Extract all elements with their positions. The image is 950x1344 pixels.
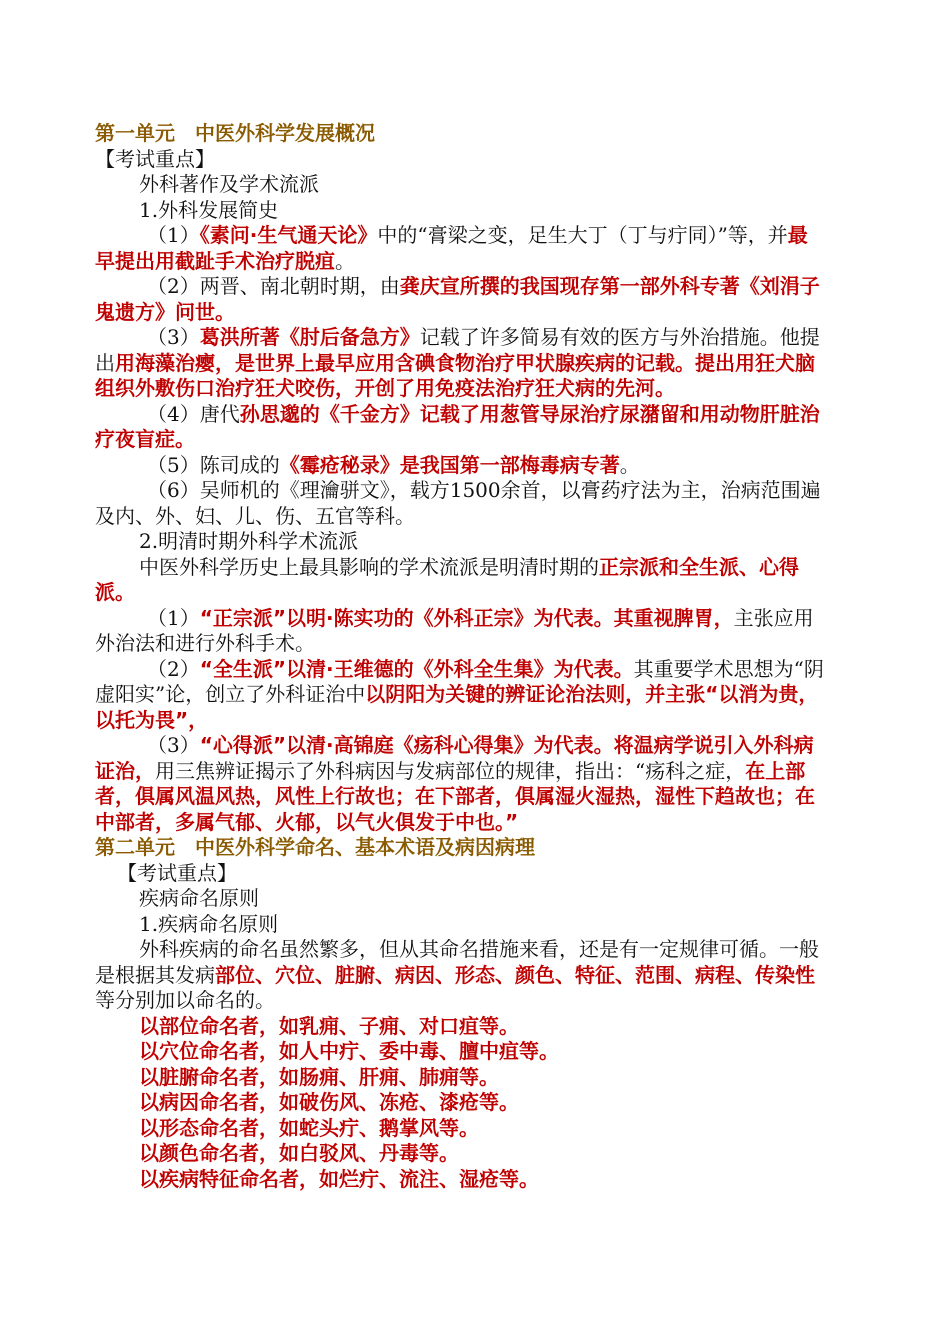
item-text: 中的“膏梁之变，足生大丁（丁与疔同）”等，并: [377, 223, 788, 247]
history-item-3: [95, 325, 825, 402]
history-item-6: （6）吴师机的《理瀹骈文》，载方1500余首，以膏药疗法为主，治病范围遍及内、外、妇、儿、伤、五官等科。: [95, 478, 821, 528]
school-item-1: [95, 606, 825, 657]
item-highlight: 孙思邈的《千金方》记载了用葱管导尿治疗尿潴留和用动物肝脏治疗夜盲症。: [95, 401, 820, 451]
item-text: 记载了许多简易有效的医方与外治措施。他提出: [95, 325, 820, 375]
unit1-topic: 外科著作及学术流派: [139, 172, 319, 196]
unit1-section1-title: 1.外科发展简史: [139, 197, 279, 222]
naming-list-item: 以疾病特征命名者，如烂疔、流注、湿疮等。: [139, 1166, 539, 1191]
item-number: （2）: [147, 656, 200, 681]
item-text: 其重要学术思想为“阴虚阳实”论，创立了外科证治中: [95, 656, 824, 706]
item-highlight: 以阴阳为关键的辨证论治法则，并主张“以消为贵，以托为畏”，: [95, 682, 819, 732]
school-item-2: [95, 657, 825, 734]
item-highlight: 龚庆宣所撰的我国现存第一部外科专著《刘涓子鬼遗方》问世。: [95, 274, 820, 324]
item-number: （1）: [147, 605, 200, 630]
document-page: [95, 121, 825, 1192]
unit1-exam-focus: 【考试重点】: [95, 146, 215, 171]
history-item-5: [95, 453, 825, 479]
item-text: 等分别加以命名的。: [95, 988, 275, 1012]
naming-list-item: 以形态命名者，如蛇头疔、鹅掌风等。: [139, 1115, 479, 1140]
unit2-exam-focus: 【考试重点】: [117, 860, 237, 885]
item-highlight: 用海藻治瘿，是世界上最早应用含碘食物治疗甲状腺疾病的记载。提出用狂犬脑组织外敷伤口治疗狂犬咬伤，开创了用免疫法治疗狂犬病的先河。: [95, 350, 815, 400]
unit2-topic: 疾病命名原则: [139, 886, 259, 910]
item-highlight: “全生派”以清·王维德的《外科全生集》为代表。: [199, 656, 634, 681]
item-highlight: 最早提出用截趾手术治疗脱疽: [95, 223, 808, 273]
history-item-1: [95, 223, 825, 274]
item-highlight: 在上部者，俱属风温风热，风性上行故也；在下部者，俱属湿火湿热，湿性下趋故也；在中部者，多属气郁、火郁，以气火俱发于中也。”: [95, 758, 815, 834]
item-number: （3）: [147, 733, 200, 757]
item-text: 。: [619, 452, 640, 477]
history-item-2: [95, 274, 825, 325]
item-highlight: 正宗派和全生派、心得派。: [95, 554, 799, 604]
item-text: 。: [335, 248, 355, 273]
unit2-section1-title: 1.疾病命名原则: [139, 911, 279, 936]
naming-intro: [95, 937, 825, 1014]
item-text: （5）陈司成的: [147, 452, 280, 477]
unit1-title: 第一单元 中医外科学发展概况: [95, 121, 375, 145]
school-item-3: [95, 733, 825, 835]
item-number: （3）: [147, 325, 200, 349]
unit1-section2-title: 2.明清时期外科学术流派: [139, 529, 359, 553]
unit2-title: 第二单元 中医外科学命名、基本术语及病因病理: [95, 835, 535, 859]
naming-list-item: 以脏腑命名者，如肠痈、肝痈、肺痈等。: [139, 1064, 499, 1089]
item-number: （1）: [147, 223, 200, 247]
item-highlight: 《霉疮秘录》是我国第一部梅毒病专著: [279, 452, 620, 477]
naming-list-item: 以部位命名者，如乳痈、子痈、对口疽等。: [139, 1013, 519, 1038]
naming-list-item: 以病因命名者，如破伤风、冻疮、漆疮等。: [139, 1090, 519, 1114]
item-highlight: 部位、穴位、脏腑、病因、形态、颜色、特征、范围、病程、传染性: [215, 962, 815, 987]
item-text: 外科疾病的命名虽然繁多，但从其命名措施来看，还是有一定规律可循。一般是根据其发病: [95, 937, 819, 987]
naming-list-item: 以颜色命名者，如白驳风、丹毒等。: [139, 1141, 459, 1165]
item-highlight: 葛洪所著《肘后备急方》: [199, 325, 420, 349]
item-highlight: “正宗派”以明·陈实功的《外科正宗》为代表。其重视脾胃，: [199, 605, 734, 630]
item-text: （2）两晋、南北朝时期，由: [147, 274, 400, 298]
item-highlight: 《素问·生气通天论》: [199, 223, 378, 247]
history-item-4: [95, 402, 825, 453]
school-intro: [95, 555, 825, 606]
item-text: 中医外科学历史上最具影响的学术流派是明清时期的: [139, 554, 599, 579]
naming-list-item: 以穴位命名者，如人中疔、委中毒、膻中疽等。: [139, 1039, 559, 1063]
item-text: （4）唐代: [147, 401, 240, 426]
item-text: 主张应用外治法和进行外科手术。: [95, 605, 814, 655]
item-highlight: “心得派”以清·高锦庭《疡科心得集》为代表。将温病学说引入外科病证治，: [95, 733, 814, 783]
item-text: 用三焦辨证揭示了外科病因与发病部位的规律，指出：“疡科之症，: [155, 758, 746, 783]
